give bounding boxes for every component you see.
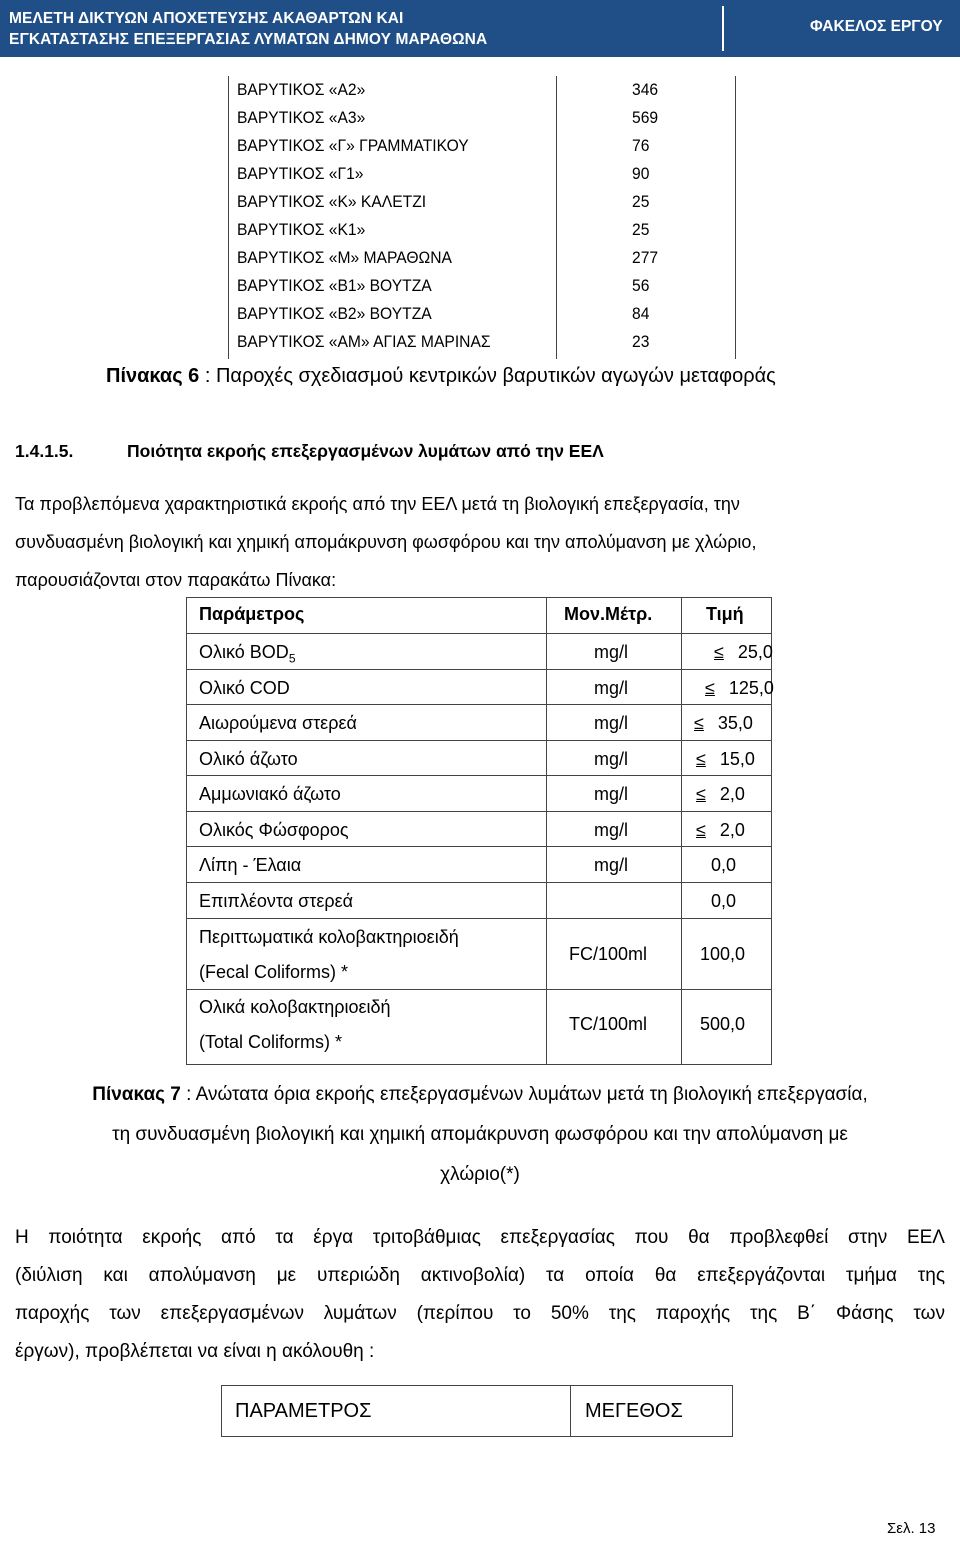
document-header — [0, 0, 960, 57]
param-subscript: 5 — [288, 651, 296, 666]
paragraph-line: Τα προβλεπόμενα χαρακτηριστικά εκροής από την ΕΕΛ μετά τη βιολογική επεξεργασία, την — [15, 494, 740, 514]
value-cell: ≤ 2,0 — [696, 820, 745, 841]
value-cell: 100,0 — [700, 944, 746, 964]
table-border — [186, 597, 187, 1065]
caption-line: τη συνδυασμένη βιολογική και χημική απομάκρυνση φωσφόρου και την απολύμανση με — [112, 1124, 848, 1145]
effluent-limits-table — [186, 597, 772, 1065]
table-row-name: ΒΑΡΥΤΙΚΟΣ «Γ1» — [237, 164, 364, 183]
table-border — [186, 597, 772, 598]
table-border — [186, 846, 772, 847]
unit-cell: mg/l — [594, 784, 629, 804]
table-row-value: 25 — [632, 220, 650, 239]
table-border — [186, 989, 772, 990]
value-cell: 500,0 — [700, 1014, 746, 1034]
table-row-value: 569 — [632, 108, 659, 127]
param-cell: Αμμωνιακό άζωτο — [199, 784, 341, 804]
table-border — [186, 1064, 772, 1065]
unit-cell: FC/100ml — [569, 944, 648, 964]
project-title-line1: ΜΕΛΕΤΗ ΔΙΚΤΥΩΝ ΑΠΟΧΕΤΕΥΣΗΣ ΑΚΑΘΑΡΤΩΝ ΚΑΙ — [9, 10, 404, 27]
paragraph-line: παρουσιάζονται στον παρακάτω Πίνακα: — [15, 570, 337, 590]
param-cell: Επιπλέοντα στερεά — [199, 891, 354, 911]
paragraph-line: έργων), προβλέπεται να είναι η ακόλουθη : — [15, 1341, 375, 1362]
unit-cell: mg/l — [594, 749, 629, 769]
table-row-name: ΒΑΡΥΤΙΚΟΣ «Κ1» — [237, 220, 366, 239]
table-row-name: ΒΑΡΥΤΙΚΟΣ «Κ» ΚΑΛΕΤΖΙ — [237, 192, 427, 211]
table-row-value: 90 — [632, 164, 650, 183]
tertiary-quality-table — [221, 1385, 733, 1437]
table-border — [186, 811, 772, 812]
paragraph-line: (διύλιση και απολύμανση με υπεριώδη ακτινοβολία) τα οποία θα επεξεργάζονται τμήμα της — [15, 1265, 945, 1286]
param-cell: Ολικό COD — [199, 678, 290, 698]
table-row-name: ΒΑΡΥΤΙΚΟΣ «Γ» ΓΡΑΜΜΑΤΙΚΟΥ — [237, 136, 469, 155]
header-value: Τιμή — [706, 604, 744, 624]
section-heading — [15, 441, 604, 462]
paragraph-line: Η ποιότητα εκροής από τα έργα τριτοβάθμιας επεξεργασίας που θα προβλεφθεί στην ΕΕΛ — [15, 1227, 945, 1248]
table-row-value: 346 — [632, 80, 659, 99]
table-row-name: ΒΑΡΥΤΙΚΟΣ «Β1» ΒΟΥΤΖΑ — [237, 276, 432, 295]
table-border — [186, 704, 772, 705]
caption-text: : Ανώτατα όρια εκροής επεξεργασμένων λυμάτων μετά τη βιολογική επεξεργασία, — [180, 1084, 868, 1105]
table-row-name: ΒΑΡΥΤΙΚΟΣ «Α2» — [237, 80, 366, 99]
value-cell: ≤ 15,0 — [696, 749, 755, 770]
table6-caption — [106, 365, 776, 388]
param-cell — [199, 642, 296, 666]
table-row-value: 25 — [632, 192, 650, 211]
table-row-name: ΒΑΡΥΤΙΚΟΣ «Α3» — [237, 108, 366, 127]
unit-cell: mg/l — [594, 713, 629, 733]
header-magnitude: ΜΕΓΕΘΟΣ — [585, 1400, 683, 1422]
unit-cell: mg/l — [594, 678, 629, 698]
table-row-value: 76 — [632, 136, 650, 155]
unit-cell: mg/l — [594, 820, 629, 840]
table-row-value: 23 — [632, 332, 650, 351]
value-cell: 0,0 — [711, 891, 737, 911]
param-cell: Λίπη - Έλαια — [199, 855, 302, 875]
table-row-value: 84 — [632, 304, 650, 323]
table-border — [546, 597, 547, 1065]
table7-caption — [20, 1075, 940, 1195]
value-cell: ≤ 2,0 — [696, 784, 745, 805]
caption-text: : Παροχές σχεδιασμού κεντρικών βαρυτικών αγωγών μεταφοράς — [199, 365, 776, 387]
param-cell: (Total Coliforms) * — [199, 1032, 343, 1052]
folder-label: ΦΑΚΕΛΟΣ ΕΡΓΟΥ — [810, 18, 943, 35]
paragraph-line: παροχής των επεξεργασμένων λυμάτων (περίπου το 50% της παροχής της Β΄ Φάσης των — [15, 1303, 945, 1324]
section-title: Ποιότητα εκροής επεξεργασμένων λυμάτων από την ΕΕΛ — [127, 441, 604, 461]
param-cell: Περιττωματικά κολοβακτηριοειδή — [199, 927, 459, 947]
param-cell: (Fecal Coliforms) * — [199, 962, 349, 982]
table-border — [186, 633, 772, 634]
table-border — [681, 597, 682, 1065]
gravity-mains-table — [228, 76, 736, 359]
table-border — [186, 882, 772, 883]
header-unit: Μον.Μέτρ. — [564, 604, 653, 624]
table-border — [771, 597, 772, 1065]
value-cell: 0,0 — [711, 855, 737, 875]
table-border — [186, 918, 772, 919]
unit-cell: mg/l — [594, 855, 629, 875]
unit-cell: TC/100ml — [569, 1014, 648, 1034]
table-border — [186, 669, 772, 670]
table-row-value: 56 — [632, 276, 650, 295]
paragraph-line: συνδυασμένη βιολογική και χημική απομάκρυνση φωσφόρου και την απολύμανση με χλώριο, — [15, 532, 757, 552]
table-border — [186, 740, 772, 741]
table-row-name: ΒΑΡΥΤΙΚΟΣ «ΑΜ» ΑΓΙΑΣ ΜΑΡΙΝΑΣ — [237, 332, 491, 351]
intro-paragraph — [15, 485, 945, 599]
param-cell: Αιωρούμενα στερεά — [199, 713, 357, 733]
project-title — [9, 8, 487, 50]
header-parameter: ΠΑΡΑΜΕΤΡΟΣ — [235, 1400, 372, 1422]
project-title-line2: ΕΓΚΑΤΑΣΤΑΣΗΣ ΕΠΕΞΕΡΓΑΣΙΑΣ ΛΥΜΑΤΩΝ ΔΗΜΟΥ ΜΑΡΑΘΩΝΑ — [9, 31, 488, 48]
param-cell: Ολικός Φώσφορος — [199, 820, 349, 840]
section-number: 1.4.1.5. — [15, 441, 74, 461]
caption-label: Πίνακας 7 — [92, 1084, 181, 1105]
table-row-name: ΒΑΡΥΤΙΚΟΣ «Β2» ΒΟΥΤΖΑ — [237, 304, 432, 323]
param-cell: Ολικό άζωτο — [199, 749, 298, 769]
header-param: Παράμετρος — [199, 604, 305, 624]
param-cell: Ολικά κολοβακτηριοειδή — [199, 997, 391, 1017]
table-border — [186, 775, 772, 776]
param-text: Ολικό BOD — [199, 642, 289, 662]
caption-line: χλώριο(*) — [440, 1164, 520, 1185]
table-row-value: 277 — [632, 248, 659, 267]
caption-line — [20, 1075, 940, 1115]
column-divider — [556, 76, 557, 359]
unit-cell: mg/l — [594, 642, 629, 662]
page-number: Σελ. 13 — [887, 1520, 936, 1537]
caption-label: Πίνακας 6 — [106, 365, 200, 387]
table-row-name: ΒΑΡΥΤΙΚΟΣ «Μ» ΜΑΡΑΘΩΝΑ — [237, 248, 452, 267]
column-divider — [570, 1386, 571, 1436]
tertiary-paragraph — [15, 1219, 945, 1371]
value-cell: ≤ 35,0 — [694, 713, 753, 734]
header-divider — [722, 6, 724, 51]
value-cell: ≤ 125,0 — [705, 678, 774, 699]
value-cell: ≤ 25,0 — [714, 642, 773, 663]
